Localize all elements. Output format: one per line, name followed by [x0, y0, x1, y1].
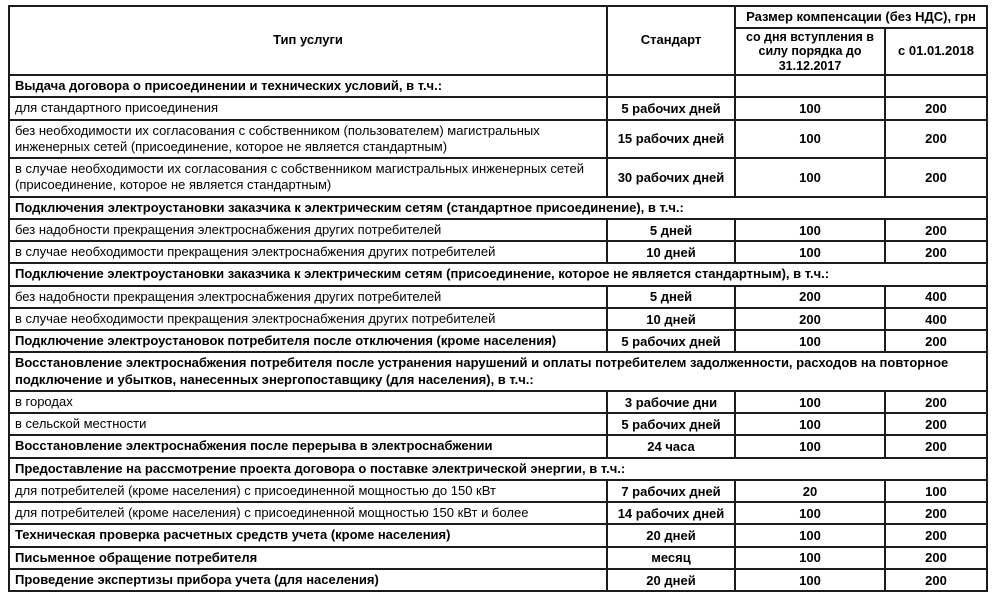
- section-title-cell: Подключения электроустановки заказчика к электрическим сетям (стандартное присоединение), в т.ч.:: [9, 197, 987, 219]
- standard-cell: месяц: [607, 547, 735, 569]
- standard-cell: 5 дней: [607, 286, 735, 308]
- compensation-2017-cell: 100: [735, 158, 885, 197]
- table-row: [9, 547, 987, 569]
- compensation-2018-cell: 200: [885, 435, 987, 457]
- compensation-2018-cell: 400: [885, 308, 987, 330]
- standard-cell: 3 рабочие дни: [607, 391, 735, 413]
- standard-cell: 14 рабочих дней: [607, 502, 735, 524]
- service-cell: для потребителей (кроме населения) с присоединенной мощностью 150 кВт и более: [9, 502, 607, 524]
- service-cell: Проведение экспертизы прибора учета (для населения): [9, 569, 607, 591]
- table-row: [9, 330, 987, 352]
- section-row: [9, 263, 987, 285]
- standard-cell: 5 рабочих дней: [607, 97, 735, 119]
- table-row: [9, 158, 987, 197]
- compensation-2018-cell: 200: [885, 413, 987, 435]
- col-header-from-2018: с 01.01.2018: [885, 28, 987, 75]
- compensation-2017-cell: 200: [735, 286, 885, 308]
- standard-cell: 20 дней: [607, 569, 735, 591]
- compensation-2017-cell: 200: [735, 308, 885, 330]
- compensation-2018-cell: 100: [885, 480, 987, 502]
- compensation-2018-cell: 200: [885, 219, 987, 241]
- compensation-2018-cell: 200: [885, 241, 987, 263]
- section-title-cell: Подключение электроустановки заказчика к электрическим сетям (присоединение, которое не является стандартным), в т.ч.:: [9, 263, 987, 285]
- standard-cell: 20 дней: [607, 524, 735, 546]
- col-header-compensation-group: Размер компенсации (без НДС), грн: [735, 6, 987, 28]
- section-row: [9, 352, 987, 391]
- standard-cell: 30 рабочих дней: [607, 158, 735, 197]
- compensation-2018-cell: 400: [885, 286, 987, 308]
- table-row: [9, 391, 987, 413]
- service-cell: в случае необходимости их согласования с собственником магистральных инженерных сетей (присоединение, которое не является стандартным): [9, 158, 607, 197]
- service-cell: Выдача договора о присоединении и технических условий, в т.ч.:: [9, 75, 607, 97]
- service-cell: Техническая проверка расчетных средств учета (кроме населения): [9, 524, 607, 546]
- col-header-before-2018: со дня вступления в силу порядка до 31.12.2017: [735, 28, 885, 75]
- col-header-service: Тип услуги: [9, 6, 607, 75]
- table-row: [9, 120, 987, 159]
- compensation-2018-cell: 200: [885, 391, 987, 413]
- table-row: [9, 435, 987, 457]
- compensation-2017-cell: 100: [735, 97, 885, 119]
- service-cell: в городах: [9, 391, 607, 413]
- compensation-2017-cell: 100: [735, 330, 885, 352]
- standard-cell: 10 дней: [607, 308, 735, 330]
- compensation-2017-cell: 100: [735, 391, 885, 413]
- standard-cell: 5 рабочих дней: [607, 330, 735, 352]
- section-title-cell: Предоставление на рассмотрение проекта договора о поставке электрической энергии, в т.ч.:: [9, 458, 987, 480]
- service-cell: для потребителей (кроме населения) с присоединенной мощностью до 150 кВт: [9, 480, 607, 502]
- table-row: [9, 308, 987, 330]
- table-body: [9, 75, 987, 591]
- compensation-2018-cell: 200: [885, 158, 987, 197]
- service-cell: без необходимости их согласования с собственником (пользователем) магистральных инженерных сетей (присоединение, которое не является стандартным): [9, 120, 607, 159]
- standard-cell: [607, 75, 735, 97]
- standard-cell: 24 часа: [607, 435, 735, 457]
- section-row: [9, 197, 987, 219]
- compensation-2017-cell: 100: [735, 413, 885, 435]
- section-row: [9, 75, 987, 97]
- section-title-cell: Восстановление электроснабжения потребителя после устранения нарушений и оплаты потребителем задолженности, расходов на повторное подключение и убытков, нанесенных энергопоставщику (для населения), в т.ч.:: [9, 352, 987, 391]
- service-cell: в случае необходимости прекращения электроснабжения других потребителей: [9, 241, 607, 263]
- compensation-2017-cell: 100: [735, 524, 885, 546]
- compensation-2017-cell: 20: [735, 480, 885, 502]
- service-cell: без надобности прекращения электроснабжения других потребителей: [9, 286, 607, 308]
- compensation-2017-cell: 100: [735, 120, 885, 159]
- standard-cell: 5 рабочих дней: [607, 413, 735, 435]
- table-row: [9, 219, 987, 241]
- table-row: [9, 413, 987, 435]
- service-cell: в сельской местности: [9, 413, 607, 435]
- compensation-2017-cell: 100: [735, 435, 885, 457]
- standard-cell: 7 рабочих дней: [607, 480, 735, 502]
- compensation-2018-cell: 200: [885, 502, 987, 524]
- compensation-2018-cell: 200: [885, 524, 987, 546]
- service-cell: Подключение электроустановок потребителя после отключения (кроме населения): [9, 330, 607, 352]
- compensation-2017-cell: 100: [735, 241, 885, 263]
- standard-cell: 5 дней: [607, 219, 735, 241]
- table-row: [9, 569, 987, 591]
- compensation-2018-cell: 200: [885, 569, 987, 591]
- compensation-2017-cell: [735, 75, 885, 97]
- compensation-2018-cell: [885, 75, 987, 97]
- service-cell: в случае необходимости прекращения электроснабжения других потребителей: [9, 308, 607, 330]
- section-row: [9, 458, 987, 480]
- compensation-2017-cell: 100: [735, 547, 885, 569]
- standard-cell: 10 дней: [607, 241, 735, 263]
- compensation-2018-cell: 200: [885, 120, 987, 159]
- compensation-table: [8, 5, 988, 592]
- compensation-2018-cell: 200: [885, 330, 987, 352]
- service-cell: Восстановление электроснабжения после перерыва в электроснабжении: [9, 435, 607, 457]
- service-cell: Письменное обращение потребителя: [9, 547, 607, 569]
- service-cell: для стандартного присоединения: [9, 97, 607, 119]
- compensation-2017-cell: 100: [735, 219, 885, 241]
- compensation-2017-cell: 100: [735, 569, 885, 591]
- table-row: [9, 97, 987, 119]
- col-header-standard: Стандарт: [607, 6, 735, 75]
- table-row: [9, 524, 987, 546]
- compensation-2017-cell: 100: [735, 502, 885, 524]
- service-cell: без надобности прекращения электроснабжения других потребителей: [9, 219, 607, 241]
- table-header: [9, 6, 987, 75]
- table-row: [9, 286, 987, 308]
- compensation-2018-cell: 200: [885, 547, 987, 569]
- table-row: [9, 480, 987, 502]
- header-row-top: [9, 6, 987, 28]
- compensation-2018-cell: 200: [885, 97, 987, 119]
- standard-cell: 15 рабочих дней: [607, 120, 735, 159]
- table-row: [9, 241, 987, 263]
- table-row: [9, 502, 987, 524]
